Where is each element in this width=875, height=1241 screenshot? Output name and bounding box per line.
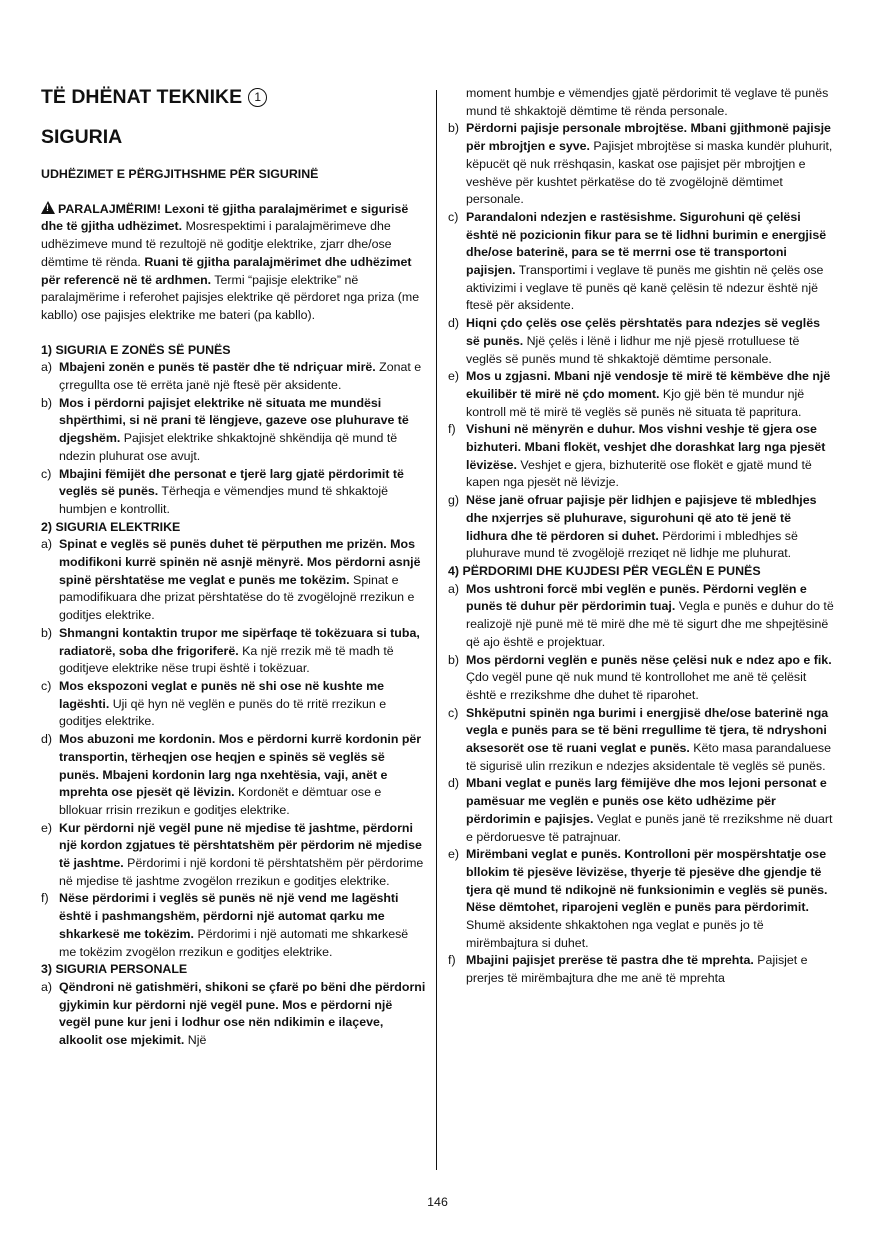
item-text xyxy=(466,581,834,652)
section-title: 2) SIGURIA ELEKTRIKE xyxy=(41,519,181,534)
item-text xyxy=(466,421,834,492)
item-text xyxy=(466,846,834,952)
item-body-text: Pajisjet mbrojtëse si maska kundër pluhurit, këpucët që nuk rrëshqasin, kaskat ose pajisjet për mbrojtjen e veshëve për kushtet përkatëse do të zvogëlojnë dëmtimet personale. xyxy=(466,139,833,207)
list-item xyxy=(448,705,834,776)
item-label: a) xyxy=(41,537,53,552)
list-item xyxy=(41,731,426,820)
right-items-a xyxy=(448,120,834,563)
item-label: e) xyxy=(448,369,460,384)
list-item xyxy=(448,652,834,705)
item-body-text: Kjo gjë bën të mundur një kontroll më të mirë të veglës së punës në situata të papritura. xyxy=(466,386,805,419)
list-item xyxy=(448,120,834,209)
item-bold-text: Mos ekspozoni veglat e punës në shi ose në kushte me lagështi. xyxy=(59,678,385,711)
item-bold-text: Mbajini fëmijët dhe personat e tjerë larg gjatë përdorimit të veglës së punës. xyxy=(59,466,404,499)
item-label: d) xyxy=(448,776,460,791)
item-text xyxy=(466,315,834,368)
section-title: 4) PËRDORIMI DHE KUJDESI PËR VEGLËN E PUNËS xyxy=(448,563,761,578)
right-items-b xyxy=(448,581,834,988)
item-label: g) xyxy=(448,493,460,508)
list-item xyxy=(448,492,834,563)
item-body-text: Pajisjet e prerjes të mirëmbajtura dhe me anë të mprehta xyxy=(466,953,808,986)
item-label: c) xyxy=(448,705,459,720)
list-item xyxy=(448,421,834,492)
item-text xyxy=(59,395,426,466)
subheading: UDHËZIMET E PËRGJITHSHME PËR SIGURINË xyxy=(41,167,319,181)
list-item xyxy=(41,359,426,394)
section-title: 3) SIGURIA PERSONALE xyxy=(41,962,188,977)
list-item xyxy=(448,209,834,315)
list-item xyxy=(448,368,834,421)
item-body-text: Çdo vegël pune që nuk mund të kontrollohet me anë të çelësit është e rrezikshme dhe duhet të riparohet. xyxy=(466,670,807,702)
list-item xyxy=(41,979,426,1050)
item-bold-text: Mirëmbani veglat e punës. Kontrolloni për mospërshtatje ose bllokim të pjesëve lëvizëse, thyerje të pjesëve dhe gjendje të tjera që mund të ndikojnë në funksionimin e veglës së punës. Nëse dëmtohet, riparojeni veglën e punës para përdorimit. xyxy=(466,847,828,915)
item-bold-text: Shmangni kontaktin trupor me sipërfaqe të tokëzuara si tuba, radiatorë, soba dhe frigoriferë. xyxy=(59,625,420,658)
item-bold-text: Përdorni pajisje personale mbrojtëse. Mbani gjithmonë pajisje për mbrojtjen e syve. xyxy=(466,121,831,154)
list-item xyxy=(41,890,426,961)
item-text xyxy=(466,952,834,987)
item-text xyxy=(59,466,426,519)
list-item xyxy=(41,466,426,519)
item-body-text: Zonat e çrregullta ose të errëta janë një ftesë për aksidente. xyxy=(59,360,422,393)
item-bold-text: Shkëputni spinën nga burimi i energjisë dhe/ose baterinë nga vegla e punës para se të bëni rregullime të tjera, të ndryshoni aksesorët ose të ruani veglat e punës. xyxy=(466,705,829,756)
item-body-text: Pajisjet elektrike shkaktojnë shkëndija që mund të ndezin pluhurat ose avujt. xyxy=(59,431,398,463)
item-label: b) xyxy=(448,652,460,667)
item-bold-text: Mos i përdorni pajisjet elektrike në situata me mundësi shpërthimi, si në prani të lëngjeve, gazeve ose pluhurave të djegshëm. xyxy=(59,395,409,446)
item-body-text: Përdorimi i një automati me shkarkesë me tokëzim zvogëlon rrezikun e goditjes elektrike. xyxy=(59,926,409,959)
item-text xyxy=(59,359,426,394)
list-item xyxy=(41,625,426,678)
list-item xyxy=(448,775,834,846)
item-body-text: Kordonët e dëmtuar ose e bllokuar rrisin rrezikun e goditjes elektrike. xyxy=(59,785,382,817)
item-label: f) xyxy=(448,422,456,437)
section-heading: SIGURIA xyxy=(41,126,123,148)
item-body-text: Spinat e pamodifikuara dhe prizat përshtatëse do të zvogëlojnë rrezikun e goditjes elektrike. xyxy=(59,572,415,623)
item-text xyxy=(59,678,426,731)
item-bold-text: Kur përdorni një vegël pune në mjedise të jashtme, përdorni një kordon zgjatues të përshtatshëm për përdorim në mjedise të jashtme. xyxy=(59,820,422,871)
continued-text: moment humbje e vëmendjes gjatë përdorimit të veglave të punës mund të shkaktojë dëmtime të rënda personale. xyxy=(466,86,829,118)
figure-reference-badge: 1 xyxy=(248,88,267,107)
left-column xyxy=(41,86,426,1050)
item-label: f) xyxy=(41,891,49,906)
item-body-text: Përdorimi i mbledhjes së pluhurave mund të zvogëlojë rreziqet në lidhje me pluhurat. xyxy=(466,528,798,561)
right-column xyxy=(448,85,834,988)
item-body-text: Vegla e punës e duhur do të realizojë një punë më të mirë dhe më të sigurt dhe me shpejtësinë që ajo është e projektuar. xyxy=(466,599,834,649)
item-text xyxy=(466,368,834,421)
item-bold-text: Hiqni çdo çelës ose çelës përshtatës para ndezjes së veglës së punës. xyxy=(466,316,820,348)
item-bold-text: Parandaloni ndezjen e rastësishme. Sigurohuni që çelësi është në pozicionin fikur para se të lidhni burimin e energjisë dhe/ose baterinë, para se të merrni ose të transportoni pajisjen. xyxy=(466,209,827,278)
warning-block: !PARALAJMËRIM! Lexoni të gjitha paralajmërimet e sigurisë dhe të gjitha udhëzimet. Mosrespektimi i paralajmërimeve dhe udhëzimeve mund të rezultojë në goditje elektrike, zjarr dhe/ose dëmtime të rënda. Ruani të gjitha paralajmërimet dhe udhëzimet për referencë në të ardhmen. Termi “pajisje elektrike” në paralajmërime i referohet pajisjes elektrike që përdoret nga priza (me kabllo) ose pajisjes elektrike me bateri (pa kabllo). xyxy=(41,201,426,325)
item-body-text: Një xyxy=(184,1033,207,1048)
item-bold-text: Qëndroni në gatishmëri, shikoni se çfarë po bëni dhe përdorni gjykimin kur përdorni një vegël pune. Mos e përdorni një vegël pune kur jeni i lodhur ose nën ndikimin e ilaçeve, alkoolit ose mjekimit. xyxy=(59,979,426,1048)
item-label: b) xyxy=(41,625,53,640)
item-body-text: Ka një rrezik më të madh të goditjeve elektrike nëse trupi është i tokëzuar. xyxy=(59,643,394,676)
list-item xyxy=(448,846,834,952)
section-title: 1) SIGURIA E ZONËS SË PUNËS xyxy=(41,342,231,357)
item-bold-text: Spinat e veglës së punës duhet të përputhen me prizën. Mos modifikoni kurrë spinën në asnjë mënyrë. Mos përdorni asnjë spinë përshtatëse me veglat e punës me tokëzim. xyxy=(59,537,421,587)
item-bold-text: Vishuni në mënyrën e duhur. Mos vishni veshje të gjera ose bizhuteri. Mbani flokët, veshjet dhe dorashkat larg nga pjesët lëvizëse. xyxy=(466,422,826,472)
item-body-text: Transportimi i veglave të punës me gishtin në çelës ose aktivizimi i veglave të punës që kanë çelësin të ndezur është një ftesë për aksidente. xyxy=(466,263,824,313)
item-label: f) xyxy=(448,953,456,968)
item-bold-text: Mos ushtroni forcë mbi veglën e punës. Përdorni veglën e punës të duhur për përdorimin tuaj. xyxy=(466,581,807,614)
item-text xyxy=(466,705,834,776)
item-label: a) xyxy=(448,581,460,596)
item-text xyxy=(466,775,834,846)
item-label: c) xyxy=(41,678,52,693)
item-label: e) xyxy=(448,847,460,862)
item-body-text: Këto masa parandaluese të sigurisë ulin rrezikun e ndezjes aksidentale të veglës së punës. xyxy=(466,741,832,773)
item-text xyxy=(59,890,426,961)
left-sections xyxy=(41,342,426,1050)
item-bold-text: Mos u zgjasni. Mbani një vendosje të mirë të këmbëve dhe një ekuilibër të mirë në çdo moment. xyxy=(466,369,831,401)
list-item xyxy=(41,678,426,731)
item-body-text: Uji që hyn në veglën e punës do të rritë rrezikun e goditjes elektrike. xyxy=(59,696,387,729)
item-label: a) xyxy=(41,979,53,994)
item-label: b) xyxy=(448,121,460,136)
list-item xyxy=(448,581,834,652)
item-body-text: Veshjet e gjera, bizhuteritë ose flokët e gjatë mund të kapen nga pjesët në lëvizje. xyxy=(466,457,812,490)
item-bold-text: Mbajini pajisjet prerëse të pastra dhe të mprehta. xyxy=(466,953,754,968)
item-bold-text: Nëse përdorimi i veglës së punës në një vend me lagështi është i pashmangshëm, përdorni një automat qarku me shkarkesë me tokëzim. xyxy=(59,891,399,941)
list-item xyxy=(448,952,834,987)
item-text xyxy=(466,120,834,209)
item-label: a) xyxy=(41,360,53,375)
list-item xyxy=(448,315,834,368)
warning-icon xyxy=(41,201,55,214)
item-body-text: Veglat e punës janë të rrezikshme në duart e përdoruesve të patrajnuar. xyxy=(466,811,833,844)
item-label: b) xyxy=(41,395,53,410)
item-bold-text: Mos abuzoni me kordonin. Mos e përdorni kurrë kordonin për transportin, tërheqjen ose heqjen e spinës së veglës së punës. Mbajeni kordonin larg nga nxehtësia, vaji, anët e mprehta ose pjesët që lëvizin. xyxy=(59,732,422,800)
item-bold-text: Mos përdorni veglën e punës nëse çelësi nuk e ndez apo e fik. xyxy=(466,652,832,667)
item-body-text: Përdorimi i një kordoni të përshtatshëm për përdorime në mjedise të jashtme zvogëlon rrezikun e goditjes elektrike. xyxy=(59,856,424,888)
list-item xyxy=(41,536,426,625)
list-item xyxy=(41,395,426,466)
item-text xyxy=(59,536,426,625)
item-body-text: Një çelës i lënë i lidhur me një pjesë rrotulluese të veglës së punës mund të shkaktojë dëmtime personale. xyxy=(466,333,800,366)
list-item xyxy=(41,820,426,891)
item-body-text: Tërheqja e vëmendjes mund të shkaktojë humbjen e kontrollit. xyxy=(59,484,389,516)
item-label: d) xyxy=(448,316,460,331)
item-bold-text: Mbani veglat e punës larg fëmijëve dhe mos lejoni personat e pamësuar me veglën e punës ose këto udhëzime për përdorimin e pajisjes. xyxy=(466,776,827,826)
column-divider xyxy=(436,90,437,1170)
item-label: c) xyxy=(448,209,459,224)
item-body-text: Shumë aksidente shkaktohen nga veglat e punës jo të mirëmbajtura si duhet. xyxy=(466,918,764,950)
item-label: c) xyxy=(41,466,52,481)
page-title: TË DHËNAT TEKNIKE 1 xyxy=(41,86,426,108)
item-text xyxy=(59,731,426,820)
item-label: e) xyxy=(41,820,53,835)
item-text xyxy=(59,979,426,1050)
item-text xyxy=(59,625,426,678)
item-text xyxy=(466,652,834,705)
item-text xyxy=(466,209,834,315)
item-text xyxy=(466,492,834,563)
item-text xyxy=(59,820,426,891)
page-number: 146 xyxy=(427,1195,448,1209)
item-bold-text: Nëse janë ofruar pajisje për lidhjen e pajisjeve të mbledhjes dhe nxjerrjes së pluhurave, sigurohuni që ato të jenë të lidhura dhe të përdoren si duhet. xyxy=(466,493,817,543)
item-label: d) xyxy=(41,732,53,747)
item-bold-text: Mbajeni zonën e punës të pastër dhe të ndriçuar mirë. xyxy=(59,360,376,375)
